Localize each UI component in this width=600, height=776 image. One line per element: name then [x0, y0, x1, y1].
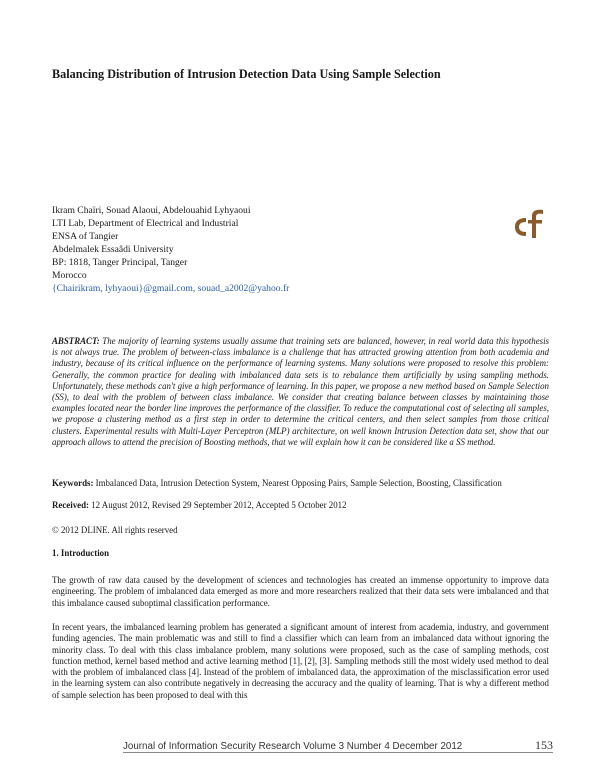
author-names: Ikram Chaïri, Souad Alaoui, Abdelouahid Lyhyaoui [52, 205, 251, 216]
journal-logo-icon [512, 208, 548, 240]
affiliation-line: LTI Lab, Department of Electrical and Industrial [52, 218, 239, 229]
received-label: Received: [52, 500, 89, 510]
footer-rule [123, 752, 553, 753]
page-number: 153 [535, 738, 553, 752]
keywords-label: Keywords: [52, 478, 94, 488]
author-block [52, 204, 289, 295]
abstract [52, 336, 549, 448]
paper-title: Balancing Distribution of Intrusion Detection Data Using Sample Selection [52, 67, 441, 81]
affiliation-line: BP: 1818, Tanger Principal, Tanger [52, 257, 188, 268]
author-emails[interactable]: {Chairikram, lyhyaoui}@gmail.com, souad_a2002@yahoo.fr [52, 283, 290, 294]
abstract-label: ABSTRACT: [52, 336, 100, 346]
footer-journal: Journal of Information Security Research Volume 3 Number 4 December 2012 [123, 741, 463, 752]
affiliation-line: ENSA of Tangier [52, 231, 119, 242]
affiliation-line: Morocco [52, 270, 87, 281]
received-text: 12 August 2012, Revised 29 September 2012, Accepted 5 October 2012 [91, 500, 347, 510]
copyright: © 2012 DLINE. All rights reserved [52, 525, 178, 535]
paragraph: In recent years, the imbalanced learning problem has generated a significant amount of interest from academia, industry, and government funding agencies. The main problematic was and still to find a classifier which can learn from an imbalanced data without ignoring the minority class. To deal with this class imbalance problem, many solutions were proposed, such as the case of sampling methods, cost function method, kernel based method and active learning method [1], [2], [3]. Sampling methods still the most widely used method to deal with the problem of imbalanced class [4]. Instead of the problem of imbalanced data, the approximation of the misclassification error used in the learning system can also contribute negatively in decreasing the accuracy and the quality of learning. That is why a different method of sample selection has been proposed to deal with this [52, 622, 549, 700]
received-dates [52, 500, 347, 510]
affiliation-line: Abdelmalek Essaâdi University [52, 244, 174, 255]
keywords [52, 478, 552, 488]
keywords-text: Imbalanced Data, Intrusion Detection System, Nearest Opposing Pairs, Sample Selection, Boosting, Classification [95, 478, 502, 488]
paragraph: The growth of raw data caused by the development of sciences and technologies has created an immense opportunity to improve data engineering. The problem of imbalanced data emerged as more and more researchers realized that their data sets were imbalanced and that this imbalance caused suboptimal classification performance. [52, 575, 549, 608]
abstract-text: The majority of learning systems usually assume that training sets are balanced, however, in real world data this hypothesis is not always true. The problem of between-class imbalance is a challenge that has attracted growing attention from both academia and industry, because of its critical influence on the performance of learning systems. Many solutions were proposed to resolve this problem: Generally, the common practice for dealing with imbalanced data sets is to rebalance them artificially by using sampling methods. Unfortunately, these methods can't give a high performance of learning. In this paper, we propose a new method based on Sample Selection (SS), to deal with the problem of between class imbalance. We consider that creating balance between classes by maintaining those examples located near the border line improves the performance of the classifier. To reduce the computational cost of selecting all samples, we propose a clustering method as a first step in order to determine the critical centers, and then select samples from those critical clusters. Experimental results with Multi-Layer Perceptron (MLP) architecture, on well known Intrusion Detection data set, show that our approach allows to attend the precision of Boosting methods, that we will explain how it can be considered like a SS method. [52, 336, 550, 447]
section-heading: 1. Introduction [52, 548, 110, 558]
